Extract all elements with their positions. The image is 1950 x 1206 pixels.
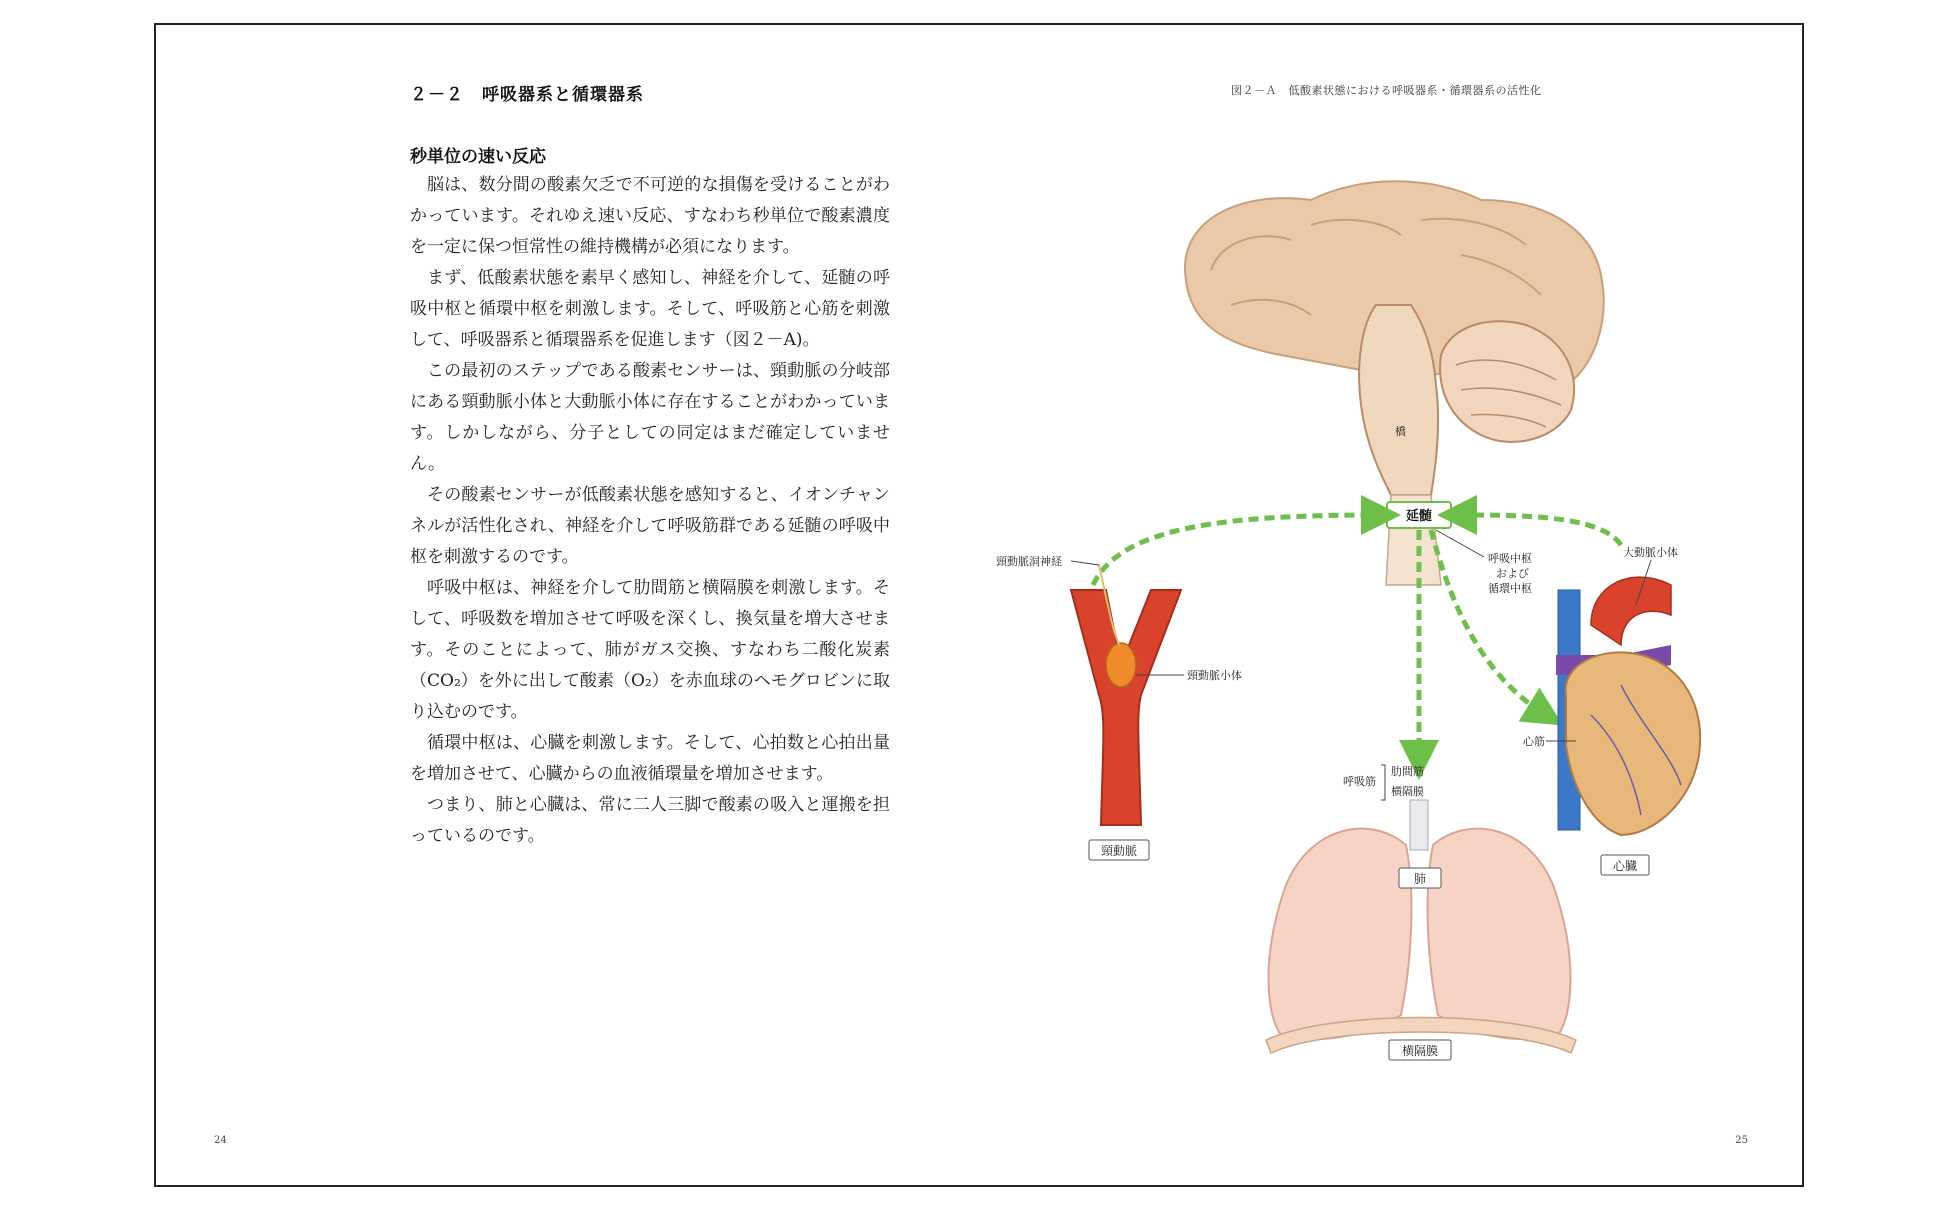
body-text bbox=[410, 170, 890, 852]
paragraph: 呼吸中枢は、神経を介して肋間筋と横隔膜を刺激します。そして、呼吸数を増加させて呼吸を深くし、換気量を増大させます。そのことによって、肺がガス交換、すなわち二酸化炭素（CO₂）を外に出して酸素（O₂）を赤血球のヘモグロビンに取り込むのです。 bbox=[410, 578, 890, 722]
section-title: ２－２ 呼吸器系と循環器系 bbox=[410, 85, 644, 105]
label-heart: 心臓 bbox=[1612, 859, 1638, 873]
book-spread bbox=[154, 23, 1804, 1187]
anatomy-figure bbox=[981, 25, 1806, 1189]
page-number-right: 25 bbox=[1735, 1135, 1748, 1146]
page-number-left: 24 bbox=[214, 1135, 227, 1146]
heart-illustration bbox=[1556, 577, 1700, 835]
lungs-illustration bbox=[1266, 800, 1576, 1053]
subheading: 秒単位の速い反応 bbox=[410, 147, 546, 167]
paragraph: その酸素センサーが低酸素状態を感知すると、イオンチャンネルが活性化され、神経を介して呼吸筋群である延髄の呼吸中枢を刺激するのです。 bbox=[410, 485, 890, 567]
label-carotid-artery: 頸動脈 bbox=[1100, 844, 1138, 858]
label-centers-1: 呼吸中枢 bbox=[1488, 552, 1532, 565]
label-diaphragm-muscle: 横隔膜 bbox=[1391, 785, 1424, 798]
label-carotid-body: 頸動脈小体 bbox=[1187, 669, 1242, 682]
label-carotid-sinus-nerve: 頸動脈洞神経 bbox=[996, 555, 1062, 568]
paragraph: つまり、肺と心臓は、常に二人三脚で酸素の吸入と運搬を担っているのです。 bbox=[410, 795, 890, 846]
right-page bbox=[981, 25, 1806, 1185]
signal-arrows bbox=[1093, 515, 1621, 760]
figure-caption: 図２－Ａ 低酸素状態における呼吸器系・循環器系の活性化 bbox=[1231, 84, 1542, 97]
label-cardiac-muscle: 心筋 bbox=[1523, 735, 1545, 748]
label-intercostal-muscles: 肋間筋 bbox=[1391, 765, 1424, 778]
label-centers-2: および bbox=[1496, 567, 1529, 580]
paragraph: 脳は、数分間の酸素欠乏で不可逆的な損傷を受けることがわかっています。それゆえ速い反応、すなわち秒単位で酸素濃度を一定に保つ恒常性の維持機構が必須になります。 bbox=[410, 175, 890, 257]
label-lungs: 肺 bbox=[1413, 872, 1427, 886]
label-medulla: 延髄 bbox=[1405, 509, 1433, 524]
label-centers-3: 循環中枢 bbox=[1488, 582, 1532, 595]
label-aortic-body: 大動脈小体 bbox=[1623, 546, 1678, 559]
paragraph: この最初のステップである酸素センサーは、頸動脈の分岐部にある頸動脈小体と大動脈小体に存在することがわかっています。しかしながら、分子としての同定はまだ確定していません。 bbox=[410, 361, 890, 474]
carotid-illustration bbox=[1071, 565, 1181, 825]
left-page bbox=[156, 25, 981, 1185]
paragraph: まず、低酸素状態を素早く感知し、神経を介して、延髄の呼吸中枢と循環中枢を刺激します。そして、呼吸筋と心筋を刺激して、呼吸器系と循環器系を促進します（図２－A)。 bbox=[410, 268, 890, 350]
label-respiratory-muscles: 呼吸筋 bbox=[1343, 775, 1376, 788]
paragraph: 循環中枢は、心臓を刺激します。そして、心拍数と心拍出量を増加させて、心臓からの血液循環量を増加させます。 bbox=[410, 733, 890, 784]
label-diaphragm: 横隔膜 bbox=[1401, 1044, 1439, 1058]
label-pons: 橋 bbox=[1395, 425, 1406, 438]
